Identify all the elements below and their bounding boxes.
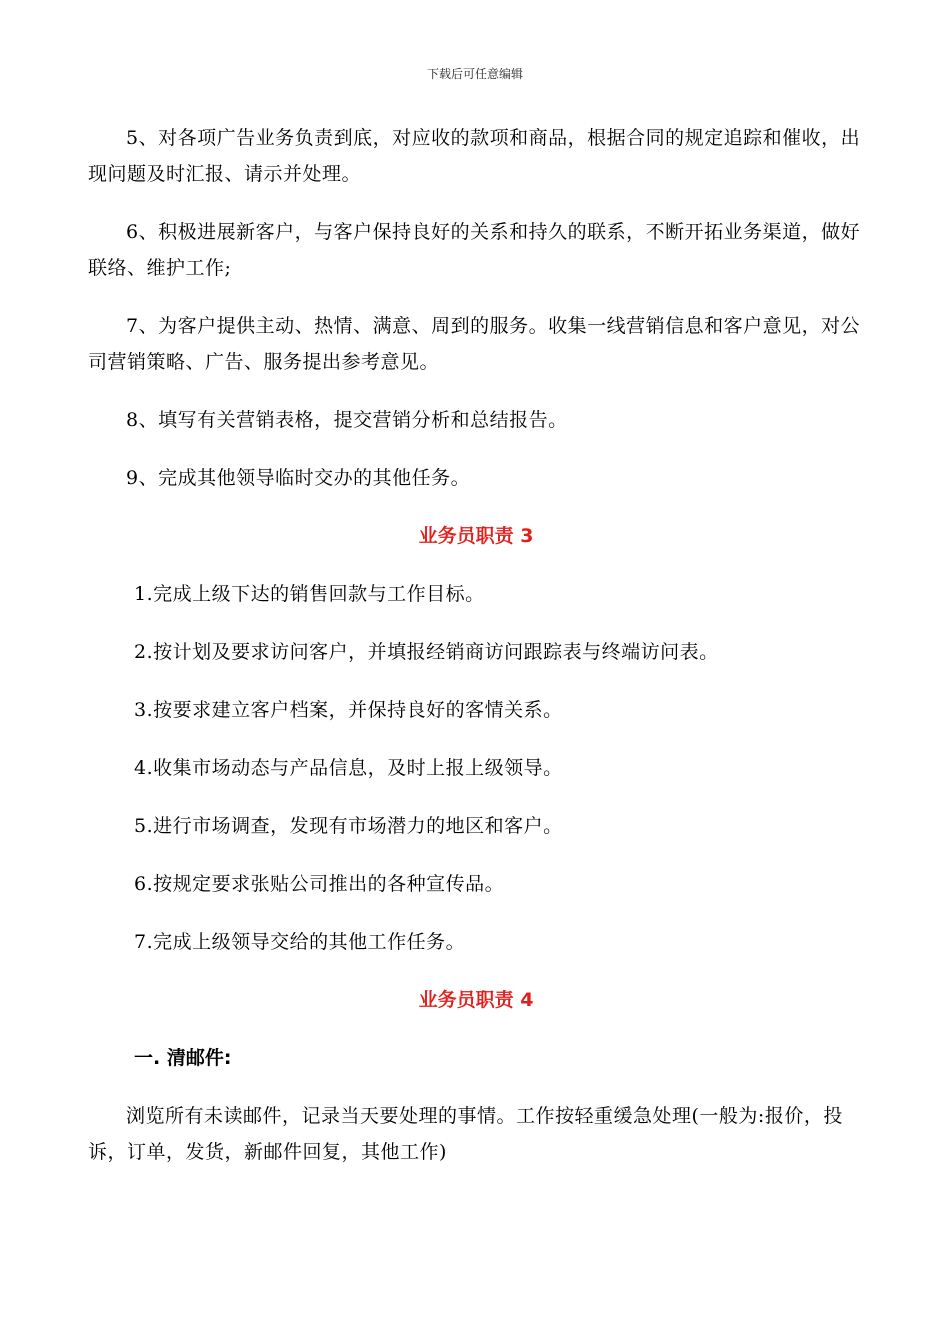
list-item: 3.按要求建立客户档案，并保持良好的客情关系。 [134, 699, 563, 721]
section-3-title: 业务员职责 3 [418, 525, 534, 547]
section-4-subheading: 一. 清邮件: [134, 1047, 232, 1069]
duty-paragraph: 7、为客户提供主动、热情、满意、周到的服务。收集一线营销信息和客户意见，对公司营销策略、广告、服务提出参考意见。 [88, 315, 861, 373]
duty-paragraph: 8、填写有关营销表格，提交营销分析和总结报告。 [126, 409, 568, 431]
section-2-tail [88, 120, 864, 496]
list-item: 7.完成上级领导交给的其他工作任务。 [134, 931, 466, 953]
duty-paragraph: 6、积极进展新客户，与客户保持良好的关系和持久的联系，不断开拓业务渠道，做好联络、维护工作; [88, 221, 861, 279]
section-4-paragraph: 浏览所有未读邮件，记录当天要处理的事情。工作按轻重缓急处理(一般为:报价，投诉，订单，发货，新邮件回复，其他工作) [88, 1105, 843, 1163]
document-body [88, 120, 864, 1192]
duty-paragraph: 9、完成其他领导临时交办的其他任务。 [126, 467, 471, 489]
list-item: 1.完成上级下达的销售回款与工作目标。 [134, 583, 485, 605]
list-item: 5.进行市场调查，发现有市场潜力的地区和客户。 [134, 815, 563, 837]
section-3-list [88, 576, 864, 960]
duty-paragraph: 5、对各项广告业务负责到底，对应收的款项和商品，根据合同的规定追踪和催收，出现问题及时汇报、请示并处理。 [88, 127, 861, 185]
list-item: 4.收集市场动态与产品信息，及时上报上级领导。 [134, 757, 563, 779]
section-4-title: 业务员职责 4 [418, 989, 534, 1011]
list-item: 6.按规定要求张贴公司推出的各种宣传品。 [134, 873, 505, 895]
page-header: 下载后可任意编辑 [426, 67, 523, 81]
list-item: 2.按计划及要求访问客户，并填报经销商访问跟踪表与终端访问表。 [134, 641, 719, 663]
